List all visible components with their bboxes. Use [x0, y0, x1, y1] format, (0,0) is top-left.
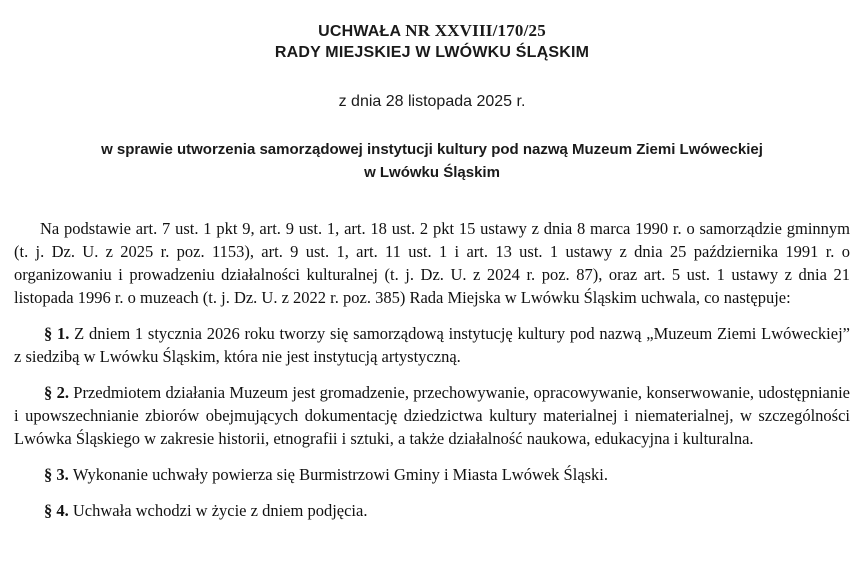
- resolution-subject: [14, 138, 850, 184]
- resolution-date: z dnia 28 listopada 2025 r.: [338, 93, 526, 110]
- section-label-2: § 2.: [44, 383, 74, 402]
- resolution-title-line: [14, 20, 850, 42]
- section-paragraph-4: [14, 499, 850, 522]
- section-paragraph-3: [14, 463, 850, 486]
- document-body: [14, 217, 850, 522]
- section-label-1: § 1.: [44, 324, 75, 343]
- legal-basis-preamble: Na podstawie art. 7 ust. 1 pkt 9, art. 9 ust. 1, art. 18 ust. 2 pkt 15 ustawy z dnia 8 marca 1990 r. o samorządzie gminnym (t. j. Dz. U. z 2025 r. poz. 1153), art. 9 ust. 1, art. 11 ust. 1 i art. 13 ust. 1 ustawy z dnia 25 października 1991 r. o organizowaniu i prowadzeniu działalności kulturalnej (t. j. Dz. U. z 2024 r. poz. 87), oraz art. 5 ust. 1 ustawy z dnia 21 listopada 1996 r. o muzeach (t. j. Dz. U. z 2022 r. poz. 385) Rada Miejska w Lwówku Śląskim uchwala, co następuje:: [14, 219, 850, 307]
- section-label-3: § 3.: [44, 465, 73, 484]
- subject-line-2: w Lwówku Śląskim: [364, 164, 500, 181]
- section-text-1: Z dniem 1 stycznia 2026 roku tworzy się samorządową instytucję kultury pod nazwą „Muzeum Ziemi Lwóweckiej” z siedzibą w Lwówku Śląskim, która nie jest instytucją artystyczną.: [14, 324, 850, 366]
- resolution-title-word: UCHWAŁA: [318, 23, 401, 40]
- section-text-3: Wykonanie uchwały powierza się Burmistrzowi Gminy i Miasta Lwówek Śląski.: [72, 465, 609, 484]
- subject-line-1: w sprawie utworzenia samorządowej instytucji kultury pod nazwą Muzeum Ziemi Lwóweckiej: [101, 141, 763, 158]
- resolution-number: NR XXVIII/170/25: [405, 21, 546, 40]
- document-header: [14, 20, 850, 184]
- section-text-4: Uchwała wchodzi w życie z dniem podjęcia.: [72, 501, 368, 520]
- section-paragraph-1: [14, 322, 850, 368]
- issuing-body-line: RADY MIEJSKIEJ W LWÓWKU ŚLĄSKIM: [274, 44, 590, 61]
- section-text-2: Przedmiotem działania Muzeum jest gromadzenie, przechowywanie, opracowywanie, konserwowanie, udostępnianie i upowszechnianie zbiorów obejmujących dokumentację dziedzictwa kultury materialnej i niematerialnej, w szczególności Lwówka Śląskiego w zakresie historii, etnografii i sztuki, a także działalność naukowa, edukacyjna i kulturalna.: [14, 383, 851, 448]
- section-label-4: § 4.: [44, 501, 73, 520]
- section-paragraph-2: [14, 381, 850, 450]
